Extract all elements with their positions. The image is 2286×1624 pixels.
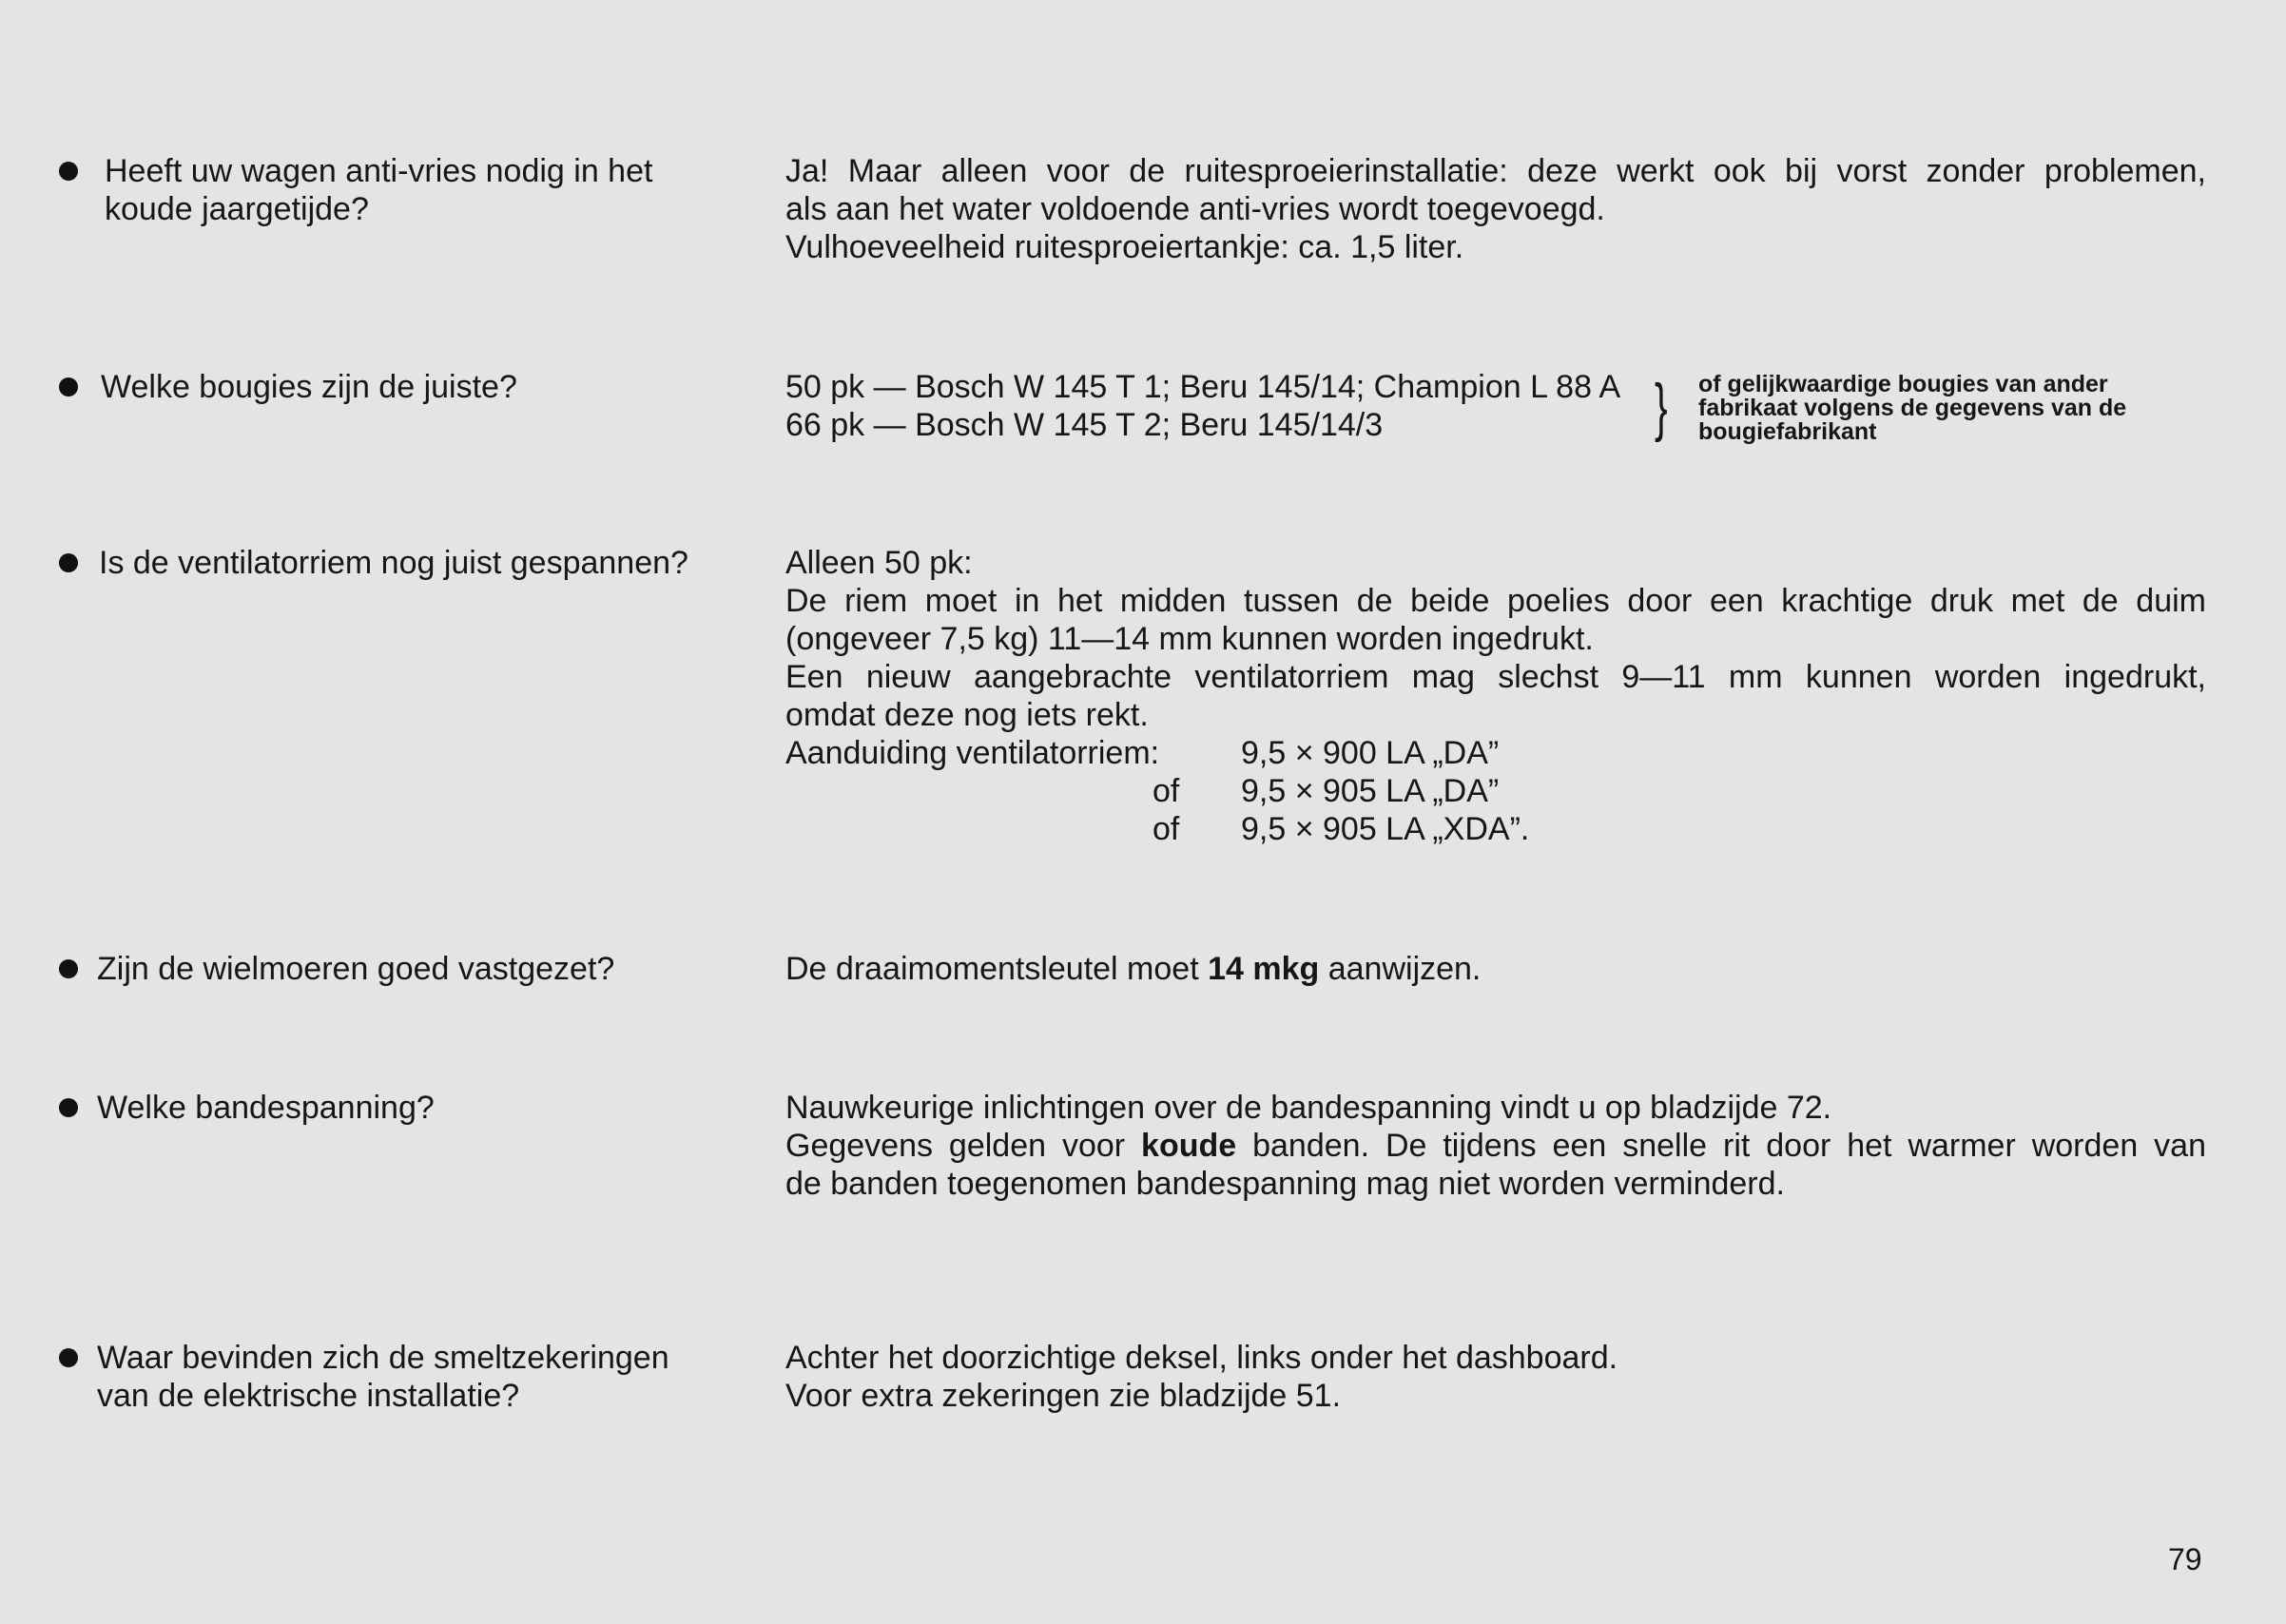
question-line: Is de ventilatorriem nog juist gespannen?: [99, 545, 688, 581]
answer-line: [785, 1127, 2206, 1165]
cold-emphasis: koude: [1141, 1128, 1237, 1164]
answer-line: als aan het water voldoende anti-vries wordt toegevoegd.: [785, 191, 1605, 227]
answer-line: [785, 950, 2206, 988]
question-line: Welke bougies zijn de juiste?: [101, 369, 517, 405]
answer-line: de banden toegenomen bandespanning mag niet worden verminderd.: [785, 1166, 1785, 1202]
question-line: Heeft uw wagen anti-vries nodig in het: [105, 153, 653, 189]
question-line: Welke bandespanning?: [97, 1090, 435, 1126]
designation-label: Aanduiding ventilatorriem:: [785, 735, 1160, 771]
answer-line: (ongeveer 7,5 kg) 11—14 mm kunnen worden ingedrukt.: [785, 621, 1594, 657]
bullet-icon: [59, 1098, 78, 1117]
answer-line: De riem moet in het midden tussen de beide poelies door een krachtige druk met de duim: [785, 583, 2206, 619]
question-line: Zijn de wielmoeren goed vastgezet?: [97, 951, 615, 987]
bullet-icon: [59, 162, 78, 181]
answer-line: Alleen 50 pk:: [785, 545, 973, 581]
designation-row: [785, 734, 1159, 772]
spark-plug-note: [1698, 373, 2126, 444]
question-line: van de elektrische installatie?: [97, 1378, 520, 1414]
question-line: koude jaargetijde?: [105, 191, 369, 227]
answer-text: banden. De tijdens een snelle rit door het warmer worden van: [1236, 1128, 2206, 1164]
designation-value: 9,5 × 905 LA „XDA”.: [1241, 811, 1530, 847]
answer-fan-belt: [785, 544, 2206, 734]
answer-text: De draaimomentsleutel moet: [785, 951, 1209, 987]
answer-line: 66 pk — Bosch W 145 T 2; Beru 145/14/3: [785, 407, 1384, 443]
answer-text: aanwijzen.: [1319, 951, 1482, 987]
torque-value: 14 mkg: [1208, 951, 1320, 987]
answer-line: Vulhoeveelheid ruitesproeiertankje: ca. 1,5 liter.: [785, 229, 1464, 265]
answer-line: omdat deze nog iets rekt.: [785, 697, 1149, 733]
page-number: 79: [2168, 1542, 2202, 1576]
designation-label: of: [1153, 811, 1180, 847]
answer-text: Gegevens gelden voor: [785, 1128, 1142, 1164]
answer-tyre-pressure: [785, 1089, 2206, 1203]
designation-value: 9,5 × 905 LA „DA”: [1241, 773, 1500, 809]
answer-line: Een nieuw aangebrachte ventilatorriem mag slechst 9—11 mm kunnen worden ingedrukt,: [785, 659, 2206, 695]
answer-line: Ja! Maar alleen voor de ruitesproeierinstallatie: deze werkt ook bij vorst zonder problemen,: [785, 153, 2206, 189]
note-line: bougiefabrikant: [1698, 418, 1877, 445]
answer-antifreeze: [785, 152, 2206, 266]
bullet-icon: [59, 553, 78, 572]
brace-icon: }: [1655, 371, 1668, 443]
note-line: fabrikaat volgens de gegevens van de: [1698, 395, 2127, 421]
answer-line: Nauwkeurige inlichtingen over de bandespanning vindt u op bladzijde 72.: [785, 1090, 1832, 1126]
bullet-icon: [59, 377, 78, 396]
note-line: of gelijkwaardige bougies van ander: [1698, 371, 2108, 397]
answer-line: Achter het doorzichtige deksel, links onder het dashboard.: [785, 1340, 1618, 1376]
answer-line: Voor extra zekeringen zie bladzijde 51.: [785, 1378, 1342, 1414]
question-line: Waar bevinden zich de smeltzekeringen: [97, 1340, 669, 1376]
answer-line: 50 pk — Bosch W 145 T 1; Beru 145/14; Champion L 88 A: [785, 369, 1621, 405]
bullet-icon: [59, 1348, 78, 1367]
answer-fuses: [785, 1339, 2206, 1415]
bullet-icon: [59, 959, 78, 978]
designation-value: 9,5 × 900 LA „DA”: [1241, 735, 1500, 771]
answer-wheel-nuts: [785, 950, 2206, 988]
answer-spark-plugs: [785, 368, 1641, 444]
designation-label: of: [1153, 773, 1180, 809]
